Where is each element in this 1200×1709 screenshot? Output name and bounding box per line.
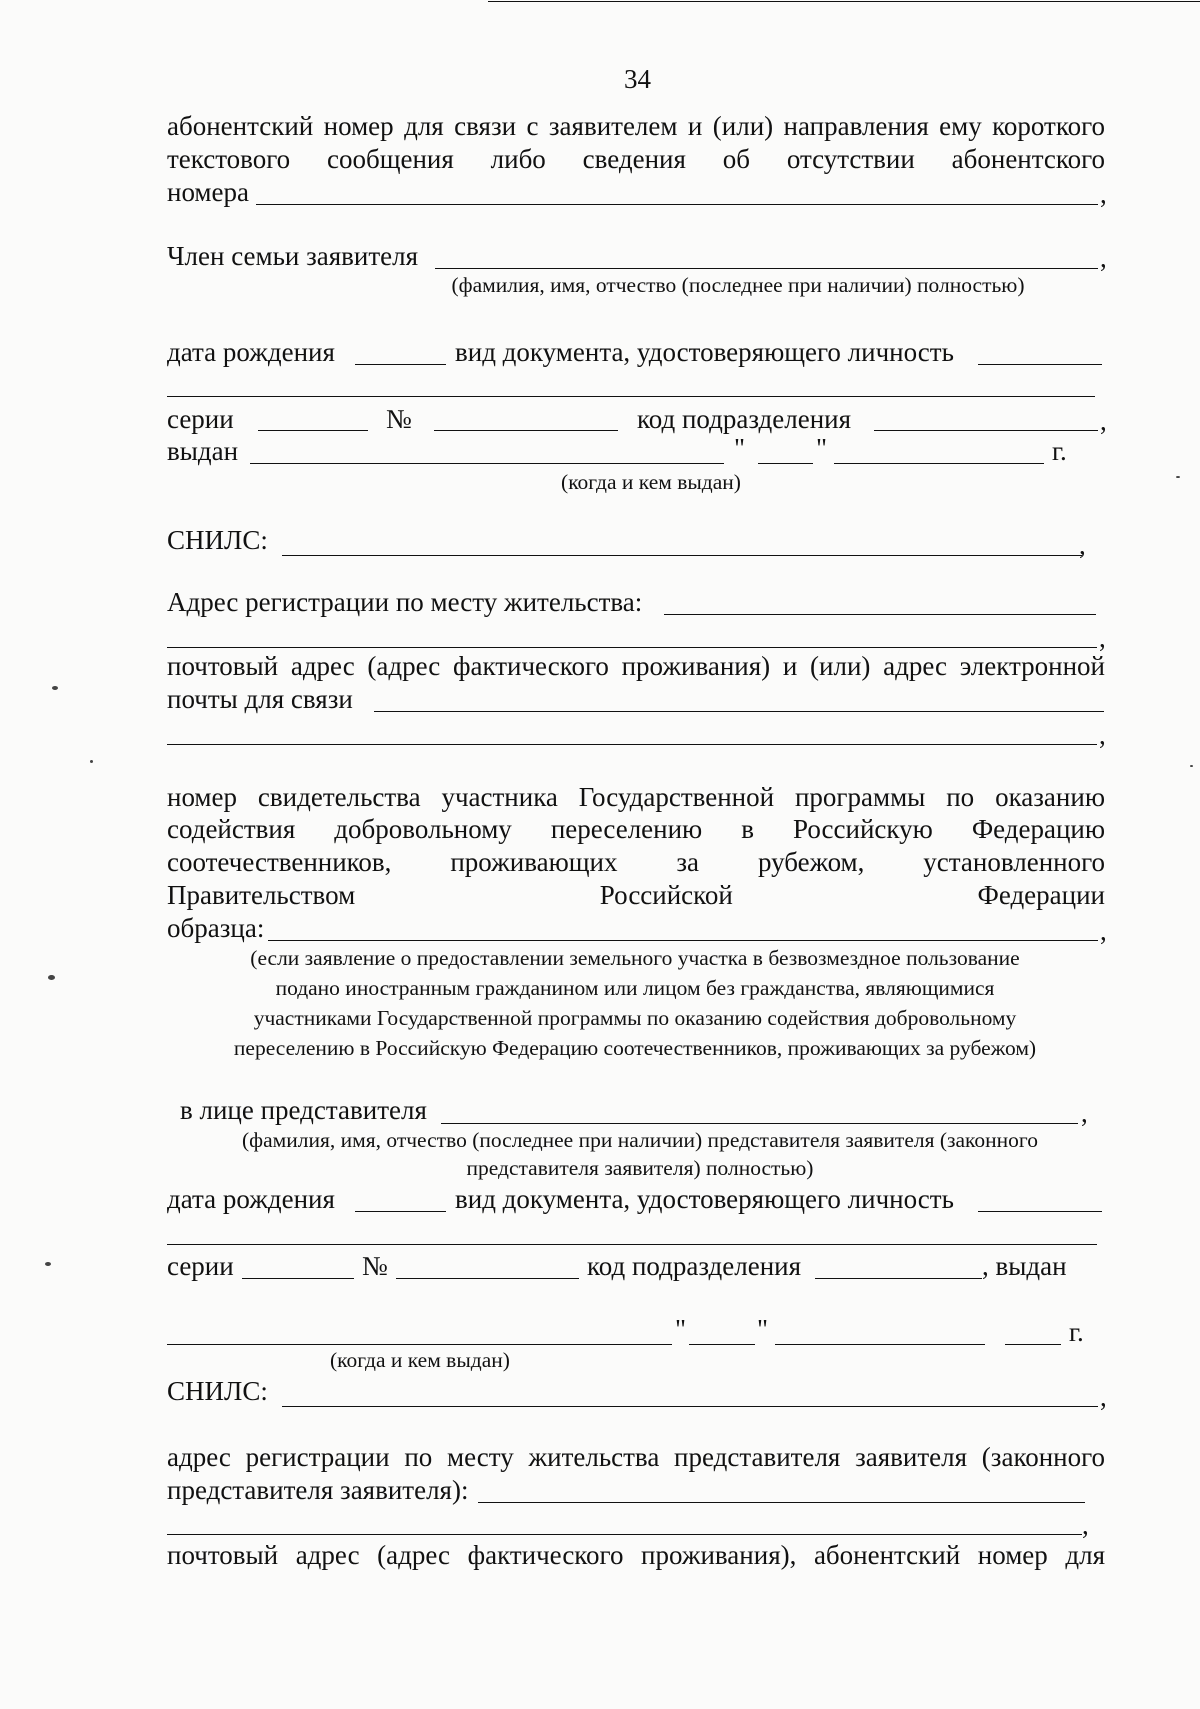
rep-registration-address-line-1: адрес регистрации по месту жительства представителя заявителя (законного — [167, 1442, 1105, 1472]
rep-birth-date-label: дата рождения — [167, 1184, 335, 1214]
certificate-number-field[interactable] — [268, 940, 1098, 941]
certificate-line-3: соотечественников, проживающих за рубежом, установленного — [167, 847, 1105, 877]
page-number: 34 — [624, 64, 651, 94]
number-label: № — [386, 404, 412, 434]
rep-issued-by-field[interactable] — [167, 1344, 672, 1345]
rep-registration-address-label: представителя заявителя): — [167, 1475, 469, 1505]
phone-field[interactable] — [256, 204, 1098, 205]
id-document-label: вид документа, удостоверяющего личность — [455, 337, 954, 367]
scan-speck — [90, 760, 93, 763]
representative-label: в лице представителя — [180, 1095, 427, 1125]
rep-division-code-field[interactable] — [815, 1278, 982, 1279]
rep-registration-address-field[interactable] — [478, 1502, 1085, 1503]
certificate-caption-4: переселению в Российскую Федерацию соотечественников, проживающих за рубежом) — [233, 1036, 1037, 1060]
family-member-label: Член семьи заявителя — [167, 241, 419, 271]
postal-address-field-2[interactable] — [167, 744, 1097, 745]
scan-speck — [45, 1262, 51, 1266]
snils-label: СНИЛС: — [167, 525, 268, 555]
postal-address-label: почты для связи — [167, 684, 353, 714]
id-document-type-field-2[interactable] — [167, 396, 1095, 397]
scan-speck — [52, 686, 58, 690]
document-page: 34 абонентский номер для связи с заявителем и (или) направления ему короткого текстового сообщения либо сведения об отсутствии абонентского номера , Член семьи заявителя , (фамилия, имя, отчество (последнее при наличии) полностью) дата рождения вид документа, удостоверяющего личность серии № код подразделения , выдан " " г. (когда и кем выдан) СНИЛС: , Адрес регистрации по месту жительства: , почтовый адрес (адрес фактического проживания) и (или) адрес электронной почты для связи , номер свидетельства участника Государственной программы по оказанию содействия добровольному переселению в Российскую Федерацию соотечественников, проживающих за рубежом, установленного Правительством Российской Федерации образца: , (если заявление о предоставлении земельного участка в безвозмездное пользование подано иностранным гражданином или лицом без гражданства, являющимися участниками Государственной программы по оказанию содействия добровольному переселению в Российскую Федерацию соотечественников, проживающих за рубежом) в лице представителя , (фамилия, имя, отчество (последнее при наличии) представителя заявителя (законного представителя заявителя) полностью) дата рождения вид документа, удостоверяющего личность серии № код подразделения , выдан " " г. (когда и кем выдан) СНИЛС: , адрес регистрации по месту жительства представителя заявителя (законного представителя заявителя): , почтовый адрес (адрес фактического проживания), абонентский номер для — [0, 0, 1200, 1709]
division-code-label: код подразделения — [637, 404, 852, 434]
issued-by-field[interactable] — [250, 463, 724, 464]
scan-speck — [1176, 476, 1180, 478]
family-member-caption: (фамилия, имя, отчество (последнее при наличии) полностью) — [451, 273, 1025, 297]
issued-month-field[interactable] — [834, 463, 1044, 464]
issued-caption: (когда и кем выдан) — [561, 470, 741, 494]
issued-label: выдан — [167, 436, 239, 466]
rep-id-document-label: вид документа, удостоверяющего личность — [455, 1184, 954, 1214]
rep-id-document-type-field[interactable] — [978, 1211, 1102, 1212]
rep-series-field[interactable] — [242, 1278, 354, 1279]
registration-address-field[interactable] — [664, 614, 1096, 615]
rep-issued-year-field[interactable] — [1005, 1344, 1061, 1345]
rep-issued-caption: (когда и кем выдан) — [330, 1348, 510, 1372]
certificate-caption-3: участниками Государственной программы по оказанию содействия добровольному — [253, 1006, 1017, 1030]
scan-speck — [48, 975, 55, 980]
family-member-name-field[interactable] — [435, 268, 1098, 269]
scan-edge-line — [488, 1, 1200, 2]
certificate-caption-1: (если заявление о предоставлении земельного участка в безвозмездное пользование — [250, 946, 1020, 970]
representative-name-field[interactable] — [441, 1123, 1078, 1124]
certificate-line-4: Правительством Российской Федерации — [167, 880, 1105, 910]
rep-snils-field[interactable] — [282, 1406, 1098, 1407]
registration-address-field-2[interactable] — [167, 647, 1097, 648]
rep-year-suffix: г. — [1069, 1317, 1084, 1347]
certificate-line-1: номер свидетельства участника Государственной программы по оказанию — [167, 782, 1105, 812]
id-document-type-field[interactable] — [978, 364, 1102, 365]
rep-id-document-type-field-2[interactable] — [167, 1244, 1097, 1245]
series-field[interactable] — [258, 430, 368, 431]
rep-postal-address-line-1: почтовый адрес (адрес фактического проживания), абонентский номер для — [167, 1540, 1105, 1570]
birth-date-field[interactable] — [355, 364, 446, 365]
rep-number-label: № — [362, 1251, 388, 1281]
phone-label: номера — [167, 177, 249, 207]
rep-issued-month-field[interactable] — [775, 1344, 985, 1345]
registration-address-label: Адрес регистрации по месту жительства: — [167, 587, 643, 617]
birth-date-label: дата рождения — [167, 337, 335, 367]
issued-day-field[interactable] — [758, 463, 813, 464]
rep-series-label: серии — [167, 1251, 234, 1281]
series-label: серии — [167, 404, 234, 434]
certificate-form-label: образца: — [167, 913, 265, 943]
year-suffix: г. — [1052, 436, 1067, 466]
scan-speck — [1190, 765, 1193, 767]
rep-registration-address-field-2[interactable] — [167, 1534, 1082, 1535]
certificate-caption-2: подано иностранным гражданином или лицом без гражданства, являющимися — [275, 976, 995, 1000]
top-line-1: абонентский номер для связи с заявителем и (или) направления ему короткого — [167, 111, 1105, 141]
snils-field[interactable] — [282, 555, 1082, 556]
certificate-line-2: содействия добровольному переселению в Российскую Федерацию — [167, 814, 1106, 844]
division-code-field[interactable] — [874, 430, 1098, 431]
postal-address-field[interactable] — [374, 711, 1104, 712]
rep-snils-label: СНИЛС: — [167, 1376, 268, 1406]
top-line-2: текстового сообщения либо сведения об отсутствии абонентского — [167, 144, 1106, 174]
representative-caption-2: представителя заявителя) полностью) — [466, 1156, 814, 1180]
rep-issued-day-field[interactable] — [689, 1344, 755, 1345]
number-field[interactable] — [434, 430, 618, 431]
rep-issued-label: , выдан — [982, 1251, 1067, 1281]
rep-division-code-label: код подразделения — [587, 1251, 802, 1281]
postal-address-line-1: почтовый адрес (адрес фактического проживания) и (или) адрес электронной — [167, 651, 1105, 681]
representative-caption-1: (фамилия, имя, отчество (последнее при наличии) представителя заявителя (законного — [242, 1128, 1038, 1152]
rep-birth-date-field[interactable] — [355, 1211, 446, 1212]
rep-number-field[interactable] — [396, 1278, 579, 1279]
